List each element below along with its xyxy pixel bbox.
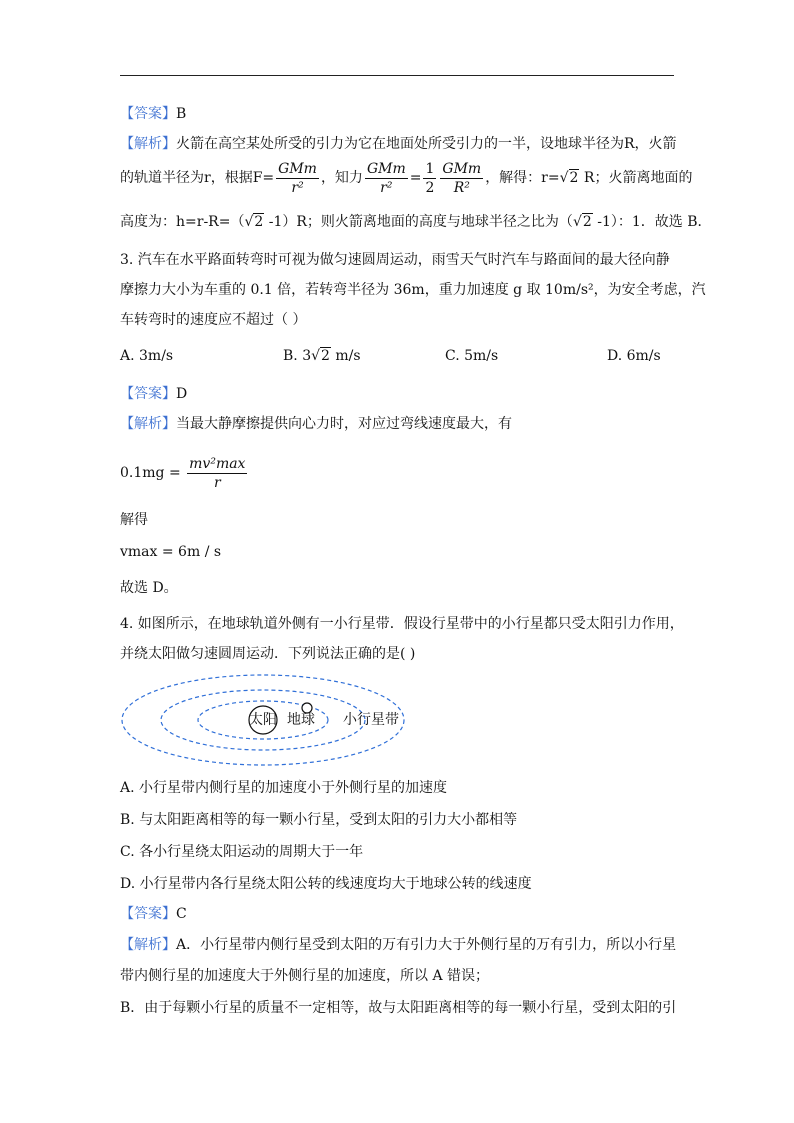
analysis-text: ，解得：r= <box>485 170 560 186</box>
q4-answer-line <box>120 904 187 924</box>
sqrt: √2 <box>311 348 330 364</box>
q4-stem-line1: 4. 如图所示，在地球轨道外侧有一小行星带．假设行星带中的小行星都只受太阳引力作用， <box>120 616 684 632</box>
analysis-text: 的轨道半径为r，根据F= <box>120 170 275 186</box>
answer-value: D <box>176 386 188 402</box>
analysis-tag: 【解析】 <box>120 937 176 953</box>
q2-analysis-line3: 高度为：h=r-R=（√2 -1）R；则火箭离地面的高度与地球半径之比为（√2 -1）：1．故选 B． <box>120 214 712 230</box>
q3-stem-line1: 3. 汽车在水平路面转弯时可视为做匀速圆周运动，雨雪天气时汽车与路面间的最大径向静 <box>120 252 670 268</box>
q4-analysis-line3: B．由于每颗小行星的质量不一定相等，故与太阳距离相等的每一颗小行星，受到太阳的引 <box>120 1000 677 1016</box>
q3-choose: 故选 D。 <box>120 580 178 596</box>
vmax-result: vmax = 6m / s <box>120 544 222 560</box>
solve-label: 解得 <box>120 512 148 528</box>
q4-option-b: B. 与太阳距离相等的每一颗小行星，受到太阳的引力大小都相等 <box>120 812 518 828</box>
answer-value: C <box>176 906 187 922</box>
q3-stem-line3: 车转弯时的速度应不超过（ ） <box>120 312 307 328</box>
q4-option-d: D. 小行星带内各行星绕太阳公转的线速度均大于地球公转的线速度 <box>120 876 532 892</box>
answer-tag: 【答案】 <box>120 106 176 122</box>
sqrt: √2 <box>572 214 592 230</box>
fraction: $\frac{1}{2}$ <box>425 160 435 196</box>
q3-option-c: C. 5m/s <box>445 348 499 364</box>
q4-stem-line2: 并绕太阳做匀速圆周运动．下列说法正确的是( ) <box>120 646 416 662</box>
label-sun: 太阳 <box>249 712 277 728</box>
fraction: $\frac{\text{mv²max}}{r}$ <box>189 455 246 491</box>
label-asteroid-belt: 小行星带 <box>343 712 399 728</box>
sqrt: √2 <box>244 214 264 230</box>
q4-option-a: A. 小行星带内侧行星的加速度小于外侧行星的加速度 <box>120 780 448 796</box>
analysis-text: ，知力 <box>320 170 363 186</box>
answer-value: B <box>176 106 187 122</box>
analysis-tag: 【解析】 <box>120 416 176 432</box>
fraction: $\frac{\text{GMm}}{\text{R²}}$ <box>442 160 482 196</box>
analysis-text: 火箭在高空某处所受的引力为它在地面处所受引力的一半，设地球半径为R，火箭 <box>176 136 677 152</box>
fraction: $\frac{\text{GMm}}{\text{r²}}$ <box>366 160 406 196</box>
answer-tag: 【答案】 <box>120 386 176 402</box>
q3-formula <box>120 452 249 494</box>
q4-analysis-line1: 【解析】A．小行星带内侧行星受到太阳的万有引力大于外侧行星的万有引力，所以小行星 <box>120 937 677 953</box>
q3-option-b: B. 3√2 m/s <box>283 348 361 364</box>
q3-answer-line <box>120 384 187 404</box>
q2-analysis-line2: 的轨道半径为r，根据F= $\frac{\text{GMm}}{\text{r²}}$ ，知力 $\frac{\text{GMm}}{\text{r²}}$ = $\frac{1}{2}$ $\frac{\text{GMm}}{\text{R²}}$ ，解得：r=√2 R；火箭离地面的 <box>120 158 692 198</box>
q2-answer-line <box>120 104 186 124</box>
q3-analysis-line: 【解析】当最大静摩擦提供向心力时，对应过弯线速度最大，有 <box>120 416 512 432</box>
formula-left: 0.1mg = <box>120 465 181 481</box>
q3-stem-line2: 摩擦力大小为车重的 0.1 倍，若转弯半径为 36m，重力加速度 g 取 10m/s²，为安全考虑，汽 <box>120 282 706 298</box>
answer-tag: 【答案】 <box>120 906 176 922</box>
fraction: $\frac{\text{GMm}}{\text{r²}}$ <box>278 160 317 196</box>
q4-option-c: C. 各小行星绕太阳运动的周期大于一年 <box>120 844 364 860</box>
q4-analysis-line2: 带内侧行星的加速度大于外侧行星的加速度，所以 A 错误； <box>120 968 490 984</box>
q3-option-a: A. 3m/s <box>120 348 174 364</box>
sqrt: √2 <box>559 170 579 186</box>
header-rule <box>120 75 674 76</box>
q3-option-d: D. 6m/s <box>607 348 661 364</box>
analysis-tag: 【解析】 <box>120 136 176 152</box>
label-earth: 地球 <box>287 712 315 728</box>
q2-analysis-line1 <box>120 134 677 154</box>
